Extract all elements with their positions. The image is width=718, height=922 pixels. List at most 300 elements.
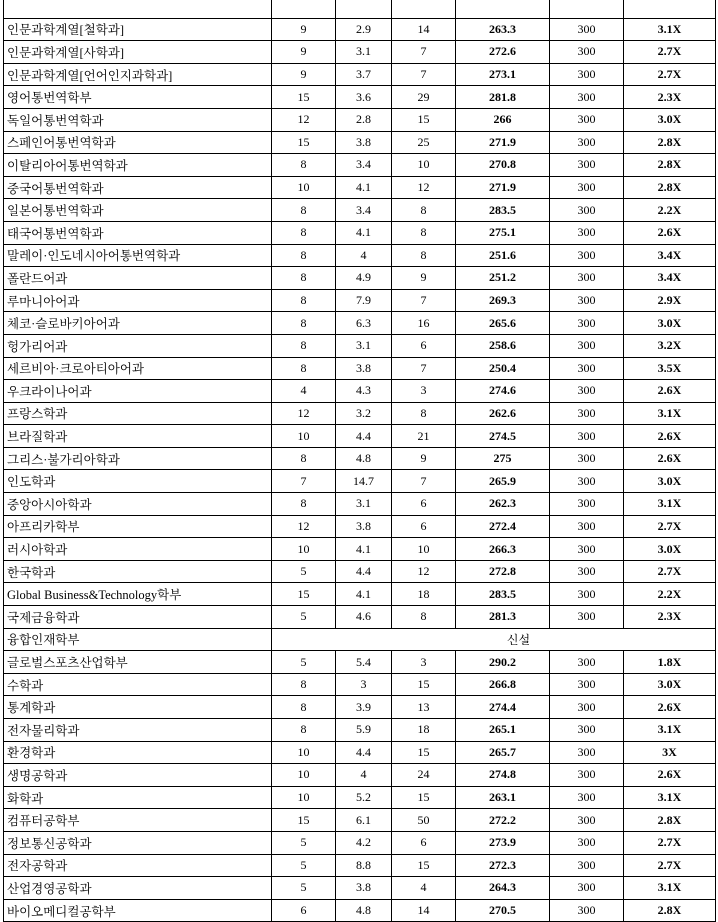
department-cell: 중국어통번역학과 [4, 176, 272, 199]
table-row [4, 651, 716, 674]
department-cell: 정보통신공학과 [4, 831, 272, 854]
department-cell: 우크라이나어과 [4, 380, 272, 403]
count-cell: 10 [392, 154, 456, 177]
count-cell: 14 [392, 18, 456, 41]
multiplier-cell: 2.6X [624, 447, 716, 470]
multiplier-cell: 2.3X [624, 86, 716, 109]
table-row [4, 176, 716, 199]
score-cell: 258.6 [456, 334, 550, 357]
multiplier-cell: 3.0X [624, 312, 716, 335]
department-cell: 말레이·인도네시아어통번역학과 [4, 244, 272, 267]
quota-cell: 8 [272, 154, 336, 177]
quota-cell: 15 [272, 583, 336, 606]
multiplier-cell: 2.6X [624, 380, 716, 403]
count-cell: 7 [392, 470, 456, 493]
multiplier-cell: 3.4X [624, 244, 716, 267]
score-cell: 275 [456, 447, 550, 470]
total-cell: 300 [550, 583, 624, 606]
table-row [4, 199, 716, 222]
total-cell: 300 [550, 741, 624, 764]
ratio-cell: 3.1 [336, 41, 392, 64]
total-cell: 300 [550, 154, 624, 177]
score-cell: 265.7 [456, 741, 550, 764]
count-cell: 50 [392, 809, 456, 832]
multiplier-cell: 2.6X [624, 764, 716, 787]
multiplier-cell: 3.1X [624, 402, 716, 425]
total-cell: 300 [550, 41, 624, 64]
quota-cell: 5 [272, 560, 336, 583]
table-row [4, 334, 716, 357]
count-cell: 9 [392, 447, 456, 470]
multiplier-cell: 3.1X [624, 719, 716, 742]
department-cell: 헝가리어과 [4, 334, 272, 357]
total-cell: 300 [550, 334, 624, 357]
total-cell: 300 [550, 447, 624, 470]
total-cell: 300 [550, 425, 624, 448]
multiplier-cell: 2.7X [624, 854, 716, 877]
ratio-cell: 5.9 [336, 719, 392, 742]
table-row [4, 86, 716, 109]
department-cell: 글로벌스포츠산업학부 [4, 651, 272, 674]
quota-cell: 15 [272, 809, 336, 832]
department-cell: 일본어통번역학과 [4, 199, 272, 222]
ratio-cell: 3.4 [336, 154, 392, 177]
multiplier-cell: 1.8X [624, 651, 716, 674]
table-row [4, 854, 716, 877]
count-cell: 10 [392, 538, 456, 561]
table-row [4, 493, 716, 516]
total-cell: 300 [550, 312, 624, 335]
ratio-cell: 3.9 [336, 696, 392, 719]
count-cell: 15 [392, 854, 456, 877]
count-cell: 15 [392, 741, 456, 764]
ratio-cell: 4.1 [336, 538, 392, 561]
score-cell: 281.8 [456, 86, 550, 109]
quota-cell: 8 [272, 267, 336, 290]
score-cell: 266.3 [456, 538, 550, 561]
table-row [4, 606, 716, 629]
department-cell: 영어통번역학부 [4, 86, 272, 109]
ratio-cell: 4.6 [336, 606, 392, 629]
department-cell: 체코·슬로바키아어과 [4, 312, 272, 335]
quota-cell: 9 [272, 63, 336, 86]
ratio-cell: 2.8 [336, 108, 392, 131]
department-cell: 전자공학과 [4, 854, 272, 877]
score-cell: 265.9 [456, 470, 550, 493]
score-cell: 251.2 [456, 267, 550, 290]
quota-cell: 8 [272, 244, 336, 267]
multiplier-cell: 3.0X [624, 470, 716, 493]
total-cell: 300 [550, 899, 624, 922]
total-cell: 300 [550, 560, 624, 583]
multiplier-cell: 2.8X [624, 154, 716, 177]
total-cell: 300 [550, 493, 624, 516]
score-cell: 271.9 [456, 131, 550, 154]
count-cell: 14 [392, 899, 456, 922]
score-cell: 262.6 [456, 402, 550, 425]
score-cell: 272.6 [456, 41, 550, 64]
multiplier-cell: 3.5X [624, 357, 716, 380]
score-cell: 265.6 [456, 312, 550, 335]
table-row [4, 447, 716, 470]
table-row [4, 560, 716, 583]
department-cell: 그리스·불가리아학과 [4, 447, 272, 470]
total-cell: 300 [550, 786, 624, 809]
count-cell: 29 [392, 86, 456, 109]
ratio-cell: 3.8 [336, 131, 392, 154]
table-row [4, 402, 716, 425]
multiplier-cell: 3.1X [624, 18, 716, 41]
ratio-cell: 8.8 [336, 854, 392, 877]
table-row [4, 18, 716, 41]
quota-cell: 5 [272, 854, 336, 877]
multiplier-cell: 2.6X [624, 425, 716, 448]
ratio-cell: 5.4 [336, 651, 392, 674]
quota-cell: 10 [272, 538, 336, 561]
department-cell: 루마니아어과 [4, 289, 272, 312]
ratio-cell: 2.9 [336, 18, 392, 41]
total-cell: 300 [550, 86, 624, 109]
total-cell: 300 [550, 719, 624, 742]
multiplier-cell: 2.7X [624, 515, 716, 538]
quota-cell: 8 [272, 357, 336, 380]
quota-cell: 7 [272, 470, 336, 493]
quota-cell: 10 [272, 786, 336, 809]
count-cell: 15 [392, 108, 456, 131]
ratio-cell: 3.8 [336, 515, 392, 538]
count-cell: 3 [392, 380, 456, 403]
score-cell: 270.8 [456, 154, 550, 177]
quota-cell: 12 [272, 402, 336, 425]
multiplier-cell: 3.1X [624, 786, 716, 809]
total-cell: 300 [550, 854, 624, 877]
department-cell: 컴퓨터공학부 [4, 809, 272, 832]
quota-cell: 6 [272, 899, 336, 922]
table-row [4, 786, 716, 809]
department-cell: 세르비아·크로아티아어과 [4, 357, 272, 380]
total-cell: 300 [550, 831, 624, 854]
score-cell: 250.4 [456, 357, 550, 380]
ratio-cell: 3.7 [336, 63, 392, 86]
table-body [4, 0, 716, 922]
ratio-cell: 4.1 [336, 176, 392, 199]
department-cell: 전자물리학과 [4, 719, 272, 742]
ratio-cell: 6.3 [336, 312, 392, 335]
count-cell: 12 [392, 176, 456, 199]
quota-cell: 12 [272, 108, 336, 131]
score-cell: 273.1 [456, 63, 550, 86]
score-cell: 265.1 [456, 719, 550, 742]
multiplier-cell: 3.1X [624, 493, 716, 516]
table-row [4, 425, 716, 448]
quota-cell: 8 [272, 334, 336, 357]
quota-cell: 8 [272, 493, 336, 516]
quota-cell: 8 [272, 447, 336, 470]
quota-cell: 8 [272, 289, 336, 312]
table-row [4, 0, 716, 18]
ratio-cell: 4.9 [336, 267, 392, 290]
multiplier-cell: 2.2X [624, 583, 716, 606]
count-cell: 18 [392, 719, 456, 742]
multiplier-cell: 3.0X [624, 673, 716, 696]
admissions-table [3, 0, 716, 922]
table-row [4, 515, 716, 538]
score-cell: 263.3 [456, 18, 550, 41]
table-row [4, 380, 716, 403]
count-cell: 6 [392, 493, 456, 516]
score-cell: 272.8 [456, 560, 550, 583]
multiplier-cell: 3.2X [624, 334, 716, 357]
multiplier-cell: 2.7X [624, 41, 716, 64]
multiplier-cell: 3X [624, 741, 716, 764]
count-cell: 6 [392, 831, 456, 854]
ratio-cell: 4.2 [336, 831, 392, 854]
quota-cell: 8 [272, 221, 336, 244]
quota-cell: 8 [272, 312, 336, 335]
score-cell: 274.6 [456, 380, 550, 403]
total-cell: 300 [550, 538, 624, 561]
ratio-cell: 4.1 [336, 583, 392, 606]
table-row [4, 470, 716, 493]
table-row [4, 719, 716, 742]
score-cell: 283.5 [456, 199, 550, 222]
department-cell: 인도학과 [4, 470, 272, 493]
score-cell: 269.3 [456, 289, 550, 312]
score-cell: 266 [456, 108, 550, 131]
score-cell: 264.3 [456, 877, 550, 900]
count-cell: 9 [392, 267, 456, 290]
total-cell: 300 [550, 108, 624, 131]
department-cell: 이탈리아어통번역학과 [4, 154, 272, 177]
ratio-cell: 3.2 [336, 402, 392, 425]
table-row [4, 108, 716, 131]
department-cell: 인문과학계열[철학과] [4, 18, 272, 41]
count-cell: 3 [392, 651, 456, 674]
quota-cell: 12 [272, 515, 336, 538]
department-cell: 인문과학계열[언어인지과학과] [4, 63, 272, 86]
count-cell: 18 [392, 583, 456, 606]
department-cell: 융합인재학부 [4, 628, 272, 651]
quota-cell: 9 [272, 18, 336, 41]
quota-cell: 10 [272, 741, 336, 764]
count-cell: 16 [392, 312, 456, 335]
table-row [4, 628, 716, 651]
table-row [4, 583, 716, 606]
quota-cell: 15 [272, 131, 336, 154]
total-cell: 300 [550, 809, 624, 832]
department-cell: 브라질학과 [4, 425, 272, 448]
score-cell: 274.8 [456, 764, 550, 787]
ratio-cell: 3 [336, 673, 392, 696]
multiplier-cell: 2.8X [624, 809, 716, 832]
count-cell: 7 [392, 357, 456, 380]
department-cell: 태국어통번역학과 [4, 221, 272, 244]
score-cell [456, 0, 550, 18]
department-cell: 프랑스학과 [4, 402, 272, 425]
multiplier-cell: 2.7X [624, 831, 716, 854]
ratio-cell: 4.3 [336, 380, 392, 403]
merged-status-cell: 신설 [272, 628, 716, 651]
count-cell: 8 [392, 402, 456, 425]
table-row [4, 809, 716, 832]
count-cell: 8 [392, 606, 456, 629]
total-cell: 300 [550, 877, 624, 900]
total-cell: 300 [550, 651, 624, 674]
table-row [4, 357, 716, 380]
multiplier-cell: 2.8X [624, 131, 716, 154]
quota-cell: 5 [272, 877, 336, 900]
table-row [4, 764, 716, 787]
ratio-cell: 4.8 [336, 447, 392, 470]
department-cell: Global Business&Technology학부 [4, 583, 272, 606]
quota-cell: 8 [272, 696, 336, 719]
department-cell: 통계학과 [4, 696, 272, 719]
quota-cell: 5 [272, 831, 336, 854]
total-cell: 300 [550, 176, 624, 199]
department-cell: 한국학과 [4, 560, 272, 583]
count-cell: 13 [392, 696, 456, 719]
table-row [4, 696, 716, 719]
department-cell [4, 0, 272, 18]
table-row [4, 63, 716, 86]
table-row [4, 244, 716, 267]
ratio-cell: 3.6 [336, 86, 392, 109]
total-cell: 300 [550, 289, 624, 312]
count-cell: 6 [392, 515, 456, 538]
ratio-cell: 3.4 [336, 199, 392, 222]
score-cell: 271.9 [456, 176, 550, 199]
score-cell: 273.9 [456, 831, 550, 854]
ratio-cell: 4 [336, 244, 392, 267]
total-cell: 300 [550, 221, 624, 244]
table-row [4, 221, 716, 244]
multiplier-cell: 2.8X [624, 899, 716, 922]
quota-cell: 8 [272, 199, 336, 222]
total-cell: 300 [550, 515, 624, 538]
score-cell: 283.5 [456, 583, 550, 606]
count-cell: 15 [392, 673, 456, 696]
count-cell: 7 [392, 63, 456, 86]
total-cell: 300 [550, 18, 624, 41]
table-row [4, 154, 716, 177]
quota-cell: 9 [272, 41, 336, 64]
table-row [4, 312, 716, 335]
count-cell: 24 [392, 764, 456, 787]
count-cell: 21 [392, 425, 456, 448]
multiplier-cell: 2.7X [624, 560, 716, 583]
ratio-cell: 3.8 [336, 877, 392, 900]
quota-cell: 10 [272, 176, 336, 199]
multiplier-cell [624, 0, 716, 18]
ratio-cell: 4 [336, 764, 392, 787]
ratio-cell: 14.7 [336, 470, 392, 493]
total-cell [550, 0, 624, 18]
department-cell: 인문과학계열[사학과] [4, 41, 272, 64]
total-cell: 300 [550, 131, 624, 154]
ratio-cell: 4.8 [336, 899, 392, 922]
score-cell: 274.4 [456, 696, 550, 719]
score-cell: 272.4 [456, 515, 550, 538]
ratio-cell: 4.1 [336, 221, 392, 244]
multiplier-cell: 3.1X [624, 877, 716, 900]
table-row [4, 131, 716, 154]
department-cell: 수학과 [4, 673, 272, 696]
score-cell: 275.1 [456, 221, 550, 244]
multiplier-cell: 3.0X [624, 538, 716, 561]
ratio-cell: 4.4 [336, 560, 392, 583]
department-cell: 스페인어통번역학과 [4, 131, 272, 154]
table-row [4, 899, 716, 922]
score-cell: 290.2 [456, 651, 550, 674]
total-cell: 300 [550, 63, 624, 86]
multiplier-cell: 2.9X [624, 289, 716, 312]
quota-cell: 5 [272, 606, 336, 629]
ratio-cell: 7.9 [336, 289, 392, 312]
score-cell: 262.3 [456, 493, 550, 516]
department-cell: 생명공학과 [4, 764, 272, 787]
table-row [4, 538, 716, 561]
score-cell: 281.3 [456, 606, 550, 629]
count-cell: 7 [392, 289, 456, 312]
table-row [4, 41, 716, 64]
ratio-cell: 3.1 [336, 493, 392, 516]
total-cell: 300 [550, 380, 624, 403]
multiplier-cell: 2.6X [624, 221, 716, 244]
department-cell: 러시아학과 [4, 538, 272, 561]
score-cell: 266.8 [456, 673, 550, 696]
multiplier-cell: 2.3X [624, 606, 716, 629]
score-cell: 274.5 [456, 425, 550, 448]
total-cell: 300 [550, 696, 624, 719]
count-cell: 12 [392, 560, 456, 583]
total-cell: 300 [550, 357, 624, 380]
quota-cell: 15 [272, 86, 336, 109]
ratio-cell: 3.1 [336, 334, 392, 357]
count-cell: 8 [392, 221, 456, 244]
multiplier-cell: 3.0X [624, 108, 716, 131]
total-cell: 300 [550, 244, 624, 267]
table-row [4, 831, 716, 854]
quota-cell: 8 [272, 673, 336, 696]
count-cell: 15 [392, 786, 456, 809]
total-cell: 300 [550, 764, 624, 787]
total-cell: 300 [550, 673, 624, 696]
total-cell: 300 [550, 470, 624, 493]
table-row [4, 267, 716, 290]
score-cell: 272.3 [456, 854, 550, 877]
score-cell: 272.2 [456, 809, 550, 832]
count-cell: 4 [392, 877, 456, 900]
score-cell: 251.6 [456, 244, 550, 267]
department-cell: 독일어통번역학과 [4, 108, 272, 131]
ratio-cell: 3.8 [336, 357, 392, 380]
quota-cell: 8 [272, 719, 336, 742]
count-cell: 8 [392, 199, 456, 222]
score-cell: 270.5 [456, 899, 550, 922]
ratio-cell: 4.4 [336, 741, 392, 764]
department-cell: 산업경영공학과 [4, 877, 272, 900]
department-cell: 국제금융학과 [4, 606, 272, 629]
quota-cell: 4 [272, 380, 336, 403]
ratio-cell: 4.4 [336, 425, 392, 448]
department-cell: 중앙아시아학과 [4, 493, 272, 516]
multiplier-cell: 2.8X [624, 176, 716, 199]
total-cell: 300 [550, 402, 624, 425]
count-cell [392, 0, 456, 18]
total-cell: 300 [550, 267, 624, 290]
quota-cell [272, 0, 336, 18]
count-cell: 25 [392, 131, 456, 154]
